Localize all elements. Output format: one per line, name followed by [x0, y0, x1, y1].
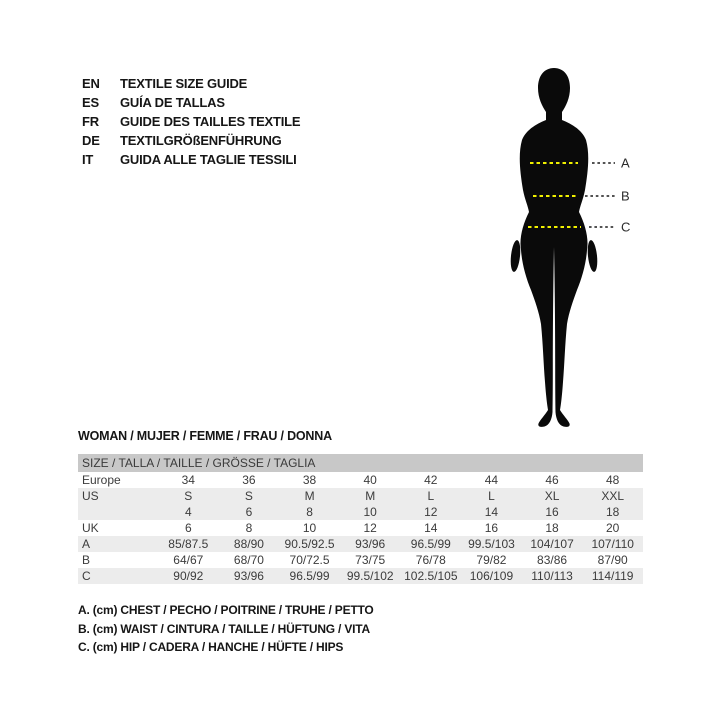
size-cell: 6 [219, 504, 280, 520]
right-hand-shape [586, 240, 598, 273]
size-cell: 14 [461, 504, 522, 520]
table-row [78, 536, 643, 552]
measure-label-b: B [621, 188, 630, 204]
size-cell: 73/75 [355, 553, 386, 567]
row-label: A [78, 536, 158, 552]
left-hand-shape [509, 240, 521, 273]
language-guide-text: TEXTILE SIZE GUIDE [120, 76, 248, 91]
language-guide-text: GUIDA ALLE TAGLIE TESSILI [120, 152, 297, 167]
table-row [78, 488, 643, 504]
size-cell: 70/72.5 [289, 553, 330, 567]
size-cell: 40 [363, 473, 377, 487]
size-cell: L [401, 488, 462, 504]
language-code: DE [82, 133, 100, 148]
row-label: C [78, 568, 158, 584]
size-cell: M [279, 488, 340, 504]
size-cell: XXL [582, 488, 643, 504]
measure-label-a: A [621, 155, 630, 171]
size-cell: 14 [424, 521, 438, 535]
note-line-a: A. (cm) CHEST / PECHO / POITRINE / TRUHE / PETTO [78, 603, 374, 617]
measurement-notes [78, 601, 374, 657]
size-cell: 18 [545, 521, 559, 535]
size-cell: 48 [606, 473, 620, 487]
note-line-c: C. (cm) HIP / CADERA / HANCHE / HÜFTE / HIPS [78, 640, 344, 654]
language-row-de [82, 131, 300, 150]
table-row [78, 504, 643, 520]
size-cell: 76/78 [415, 553, 446, 567]
size-cell: 44 [484, 473, 499, 487]
language-guide-text: GUIDE DES TAILLES TEXTILE [120, 114, 301, 129]
size-cell: 18 [582, 504, 643, 520]
size-cell: 90.5/92.5 [279, 536, 340, 552]
size-cell: 96.5/99 [401, 536, 462, 552]
size-cell: 106/109 [461, 568, 522, 584]
size-cell: 114/119 [582, 568, 643, 584]
row-label: Europe [82, 473, 121, 487]
size-cell: 99.5/102 [340, 568, 401, 584]
woman-body-silhouette [520, 68, 588, 427]
size-cell: 96.5/99 [279, 568, 340, 584]
language-guide-text: TEXTILGRÖßENFÜHRUNG [120, 133, 282, 148]
size-cell: 104/107 [522, 536, 583, 552]
size-cell: 16 [484, 521, 499, 535]
row-label: UK [82, 521, 99, 535]
size-cell: 68/70 [233, 553, 264, 567]
language-code: FR [82, 114, 99, 129]
size-cell: 6 [184, 521, 192, 535]
size-cell: 4 [158, 504, 219, 520]
size-cell: 8 [279, 504, 340, 520]
language-guide-text: GUÍA DE TALLAS [120, 95, 225, 110]
size-cell: 88/90 [219, 536, 280, 552]
table-row [78, 472, 643, 488]
size-cell: 87/90 [597, 553, 628, 567]
language-row-en [82, 74, 300, 93]
size-cell: 90/92 [158, 568, 219, 584]
size-cell: 38 [302, 473, 317, 487]
size-table-header-bar: SIZE / TALLA / TAILLE / GRÖSSE / TAGLIA [78, 454, 643, 472]
language-code: IT [82, 152, 94, 167]
size-cell: 12 [363, 521, 377, 535]
gender-title: WOMAN / MUJER / FEMME / FRAU / DONNA [78, 429, 332, 443]
row-label: US [78, 488, 158, 504]
measure-label-c: C [621, 219, 631, 235]
size-cell: 93/96 [340, 536, 401, 552]
size-cell: 36 [242, 473, 256, 487]
language-row-it [82, 150, 300, 169]
size-cell: 102.5/105 [401, 568, 462, 584]
size-cell: 99.5/103 [461, 536, 522, 552]
size-table-body [78, 472, 643, 584]
size-cell: 110/113 [522, 568, 583, 584]
size-cell: L [461, 488, 522, 504]
size-cell: 12 [401, 504, 462, 520]
size-cell: 107/110 [582, 536, 643, 552]
language-row-fr [82, 112, 300, 131]
size-cell: 42 [424, 473, 438, 487]
size-cell: 20 [606, 521, 620, 535]
size-table-section [78, 454, 643, 584]
size-cell: S [219, 488, 280, 504]
size-cell: 93/96 [219, 568, 280, 584]
language-code: EN [82, 76, 100, 91]
size-table [78, 472, 643, 584]
table-row [78, 552, 643, 568]
table-row [78, 520, 643, 536]
woman-silhouette-figure [474, 60, 644, 445]
size-cell: 34 [181, 473, 195, 487]
row-label [78, 504, 158, 520]
language-code: ES [82, 95, 99, 110]
size-cell: 8 [245, 521, 253, 535]
language-row-es [82, 93, 300, 112]
size-cell: 46 [545, 473, 559, 487]
size-cell: 10 [340, 504, 401, 520]
size-cell: 10 [302, 521, 317, 535]
size-cell: M [340, 488, 401, 504]
size-cell: S [158, 488, 219, 504]
size-cell: 16 [522, 504, 583, 520]
table-row [78, 568, 643, 584]
size-cell: XL [522, 488, 583, 504]
size-cell: 85/87.5 [158, 536, 219, 552]
size-cell: 83/86 [537, 553, 568, 567]
note-line-b: B. (cm) WAIST / CINTURA / TAILLE / HÜFTUNG / VITA [78, 621, 370, 636]
language-guide-list [82, 74, 300, 169]
size-cell: 79/82 [476, 553, 507, 567]
size-cell: 64/67 [173, 553, 204, 567]
row-label: B [82, 553, 91, 567]
silhouette-svg [474, 60, 644, 445]
